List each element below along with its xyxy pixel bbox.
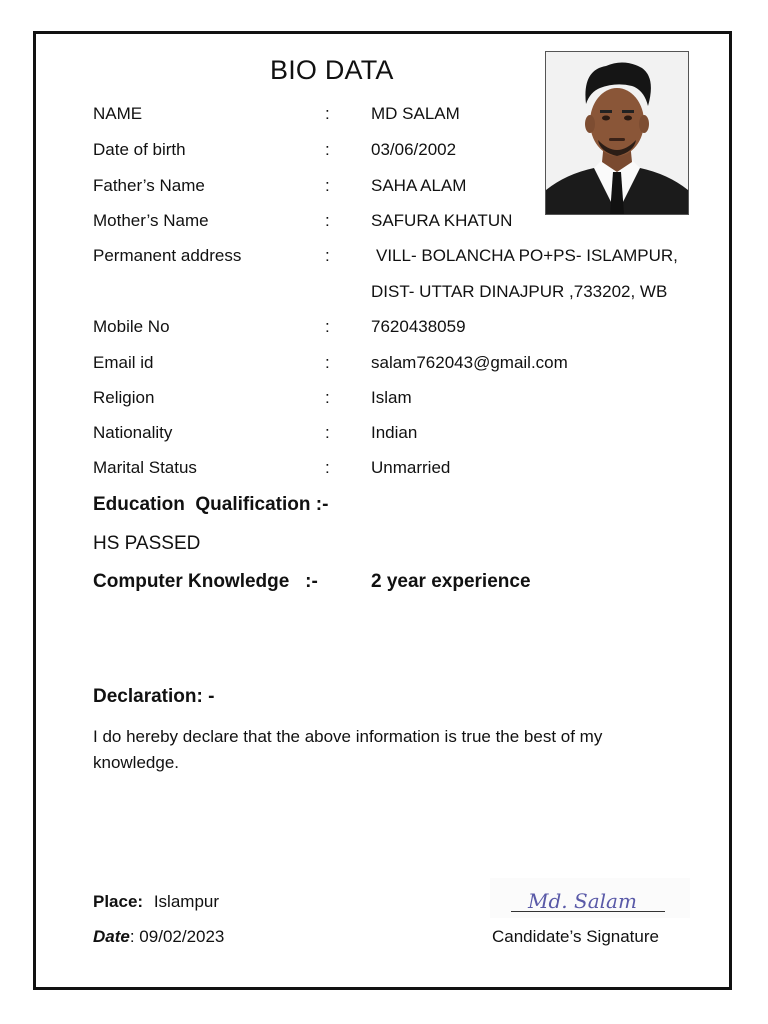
field-label: Email id	[93, 353, 154, 372]
field-colon: :	[325, 246, 330, 265]
date-value: : 09/02/2023	[129, 927, 225, 946]
field-value: VILL- BOLANCHA PO+PS- ISLAMPUR,	[376, 246, 678, 265]
declaration-text: I do hereby declare that the above information is true the best of my knowledge.	[93, 727, 603, 772]
field-label: Marital Status	[93, 458, 197, 477]
candidate-photo	[545, 51, 689, 215]
field-value: SAFURA KHATUN	[371, 211, 513, 230]
field-colon: :	[325, 140, 330, 159]
place-line	[93, 892, 219, 912]
signature-handwriting: Md. Salam	[528, 889, 637, 913]
field-value: salam762043@gmail.com	[371, 353, 568, 372]
field-value: Unmarried	[371, 458, 451, 477]
signature-caption: Candidate’s Signature	[492, 927, 659, 946]
field-label: Mobile No	[93, 317, 170, 336]
education-heading: Education Qualification :-	[93, 494, 329, 515]
field-label: Permanent address	[93, 246, 242, 265]
field-value: Indian	[371, 423, 418, 442]
field-value: 03/06/2002	[371, 140, 457, 159]
document-title: BIO DATA	[270, 55, 394, 85]
place-label: Place:	[93, 892, 144, 911]
field-value: SAHA ALAM	[371, 176, 467, 195]
field-label: Father’s Name	[93, 176, 205, 195]
computer-heading: Computer Knowledge :-	[93, 571, 318, 592]
field-label: Mother’s Name	[93, 211, 209, 230]
field-value: MD SALAM	[371, 104, 460, 123]
field-value: 7620438059	[371, 317, 466, 336]
field-label: Date of birth	[93, 140, 186, 159]
field-colon: :	[325, 353, 330, 372]
date-line	[93, 927, 224, 947]
signature-line	[511, 911, 665, 912]
place-value: Islampur	[153, 892, 220, 911]
field-colon: :	[325, 423, 330, 442]
education-value: HS PASSED	[93, 533, 201, 554]
field-value: DIST- UTTAR DINAJPUR ,733202, WB	[371, 282, 668, 301]
field-colon: :	[325, 317, 330, 336]
declaration-heading: Declaration: -	[93, 686, 215, 707]
field-colon: :	[325, 211, 330, 230]
field-colon: :	[325, 458, 330, 477]
field-value: Islam	[371, 388, 412, 407]
field-label: Nationality	[93, 423, 173, 442]
field-label: Religion	[93, 388, 155, 407]
field-colon: :	[325, 104, 330, 123]
field-colon: :	[325, 176, 330, 195]
signature-image	[490, 878, 690, 918]
date-label: Date	[93, 927, 130, 946]
computer-value: 2 year experience	[371, 571, 531, 592]
field-colon: :	[325, 388, 330, 407]
field-label: NAME	[93, 104, 143, 123]
